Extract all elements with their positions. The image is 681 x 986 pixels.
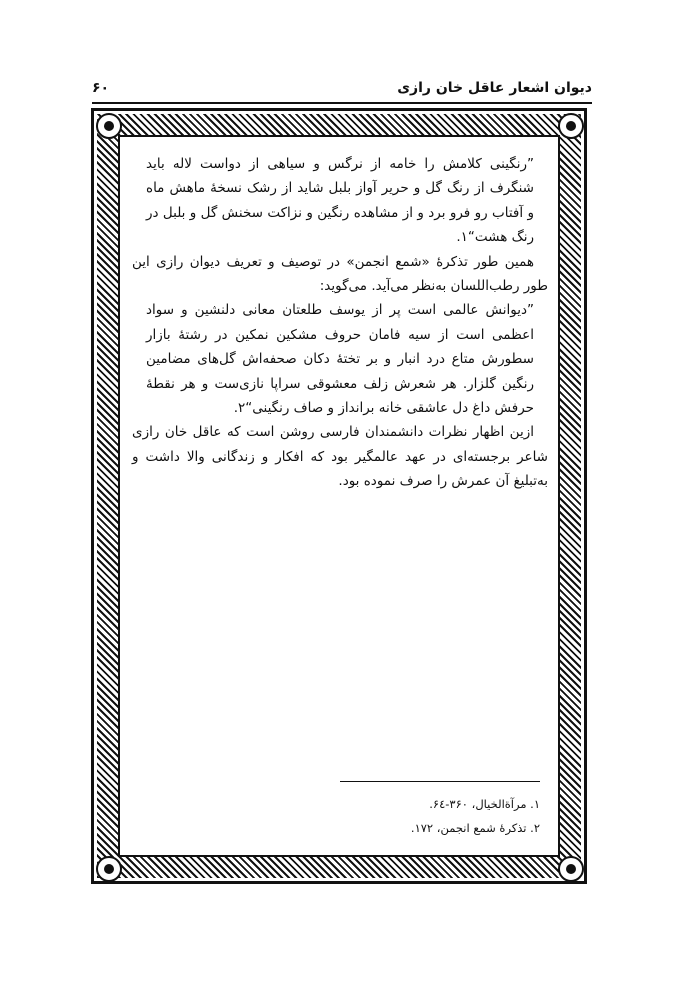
footnotes <box>300 792 540 840</box>
page-body <box>132 152 548 494</box>
footnote: ۱. مرآ‌ةالخیال، ۳۶۰-۶٤. <box>429 797 540 811</box>
page-header <box>92 80 592 102</box>
quote-block: ”دیوانش عالمی است پر از یوسف طلعتان معانی دلنشین و سواد اعظمی است از سیه فامان حروف مشکین نمکین در رشتهٔ بازار سطورش متاع درد انبار و بر تختهٔ دکان صحفه‌اش گل‌های مضامین رنگین گلزار. هر شعرش زلف معشوقی سراپا نازی‌ست و هر نقطهٔ حرفش داغ دل عاشقی خانه برانداز و صاف رنگینی“۲. <box>146 302 534 417</box>
quote-block: ”رنگینی کلامش را خامه از نرگس و سیاهی از دواست لاله باید شنگرف از رنگ گل و حریر آواز بلبل شاید از رشک نسخهٔ ماهش ماه و آفتاب رو فرو برد و از مشاهده رنگین و نزاکت سخنش گل و بلبل در رنگ هشت“۱. <box>146 156 534 246</box>
book-title: دیوان اشعار عاقل خان رازی <box>397 80 592 96</box>
header-rule <box>92 102 592 104</box>
footnote-divider <box>340 781 540 782</box>
paragraph: همین طور تذکرهٔ «شمع انجمن» در توصیف و تعریف دیوان رازی این طور رطب‌اللسان به‌نظر می‌آید. می‌گوید: <box>132 253 548 295</box>
corner-ornament-icon <box>558 113 584 139</box>
corner-ornament-icon <box>96 856 122 882</box>
corner-ornament-icon <box>96 113 122 139</box>
footnote: ۲. تذکرهٔ شمع انجمن، ۱۷۲. <box>410 821 540 835</box>
page-number: ۶۰ <box>92 80 110 96</box>
corner-ornament-icon <box>558 856 584 882</box>
paragraph: ازین اظهار نظرات دانشمندان فارسی روشن است که عاقل خان رازی شاعر برجسته‌ای در عهد عالمگیر بود که افکار و زندگانی والا داشت و به‌تبلیغ آن عمرش را صرف نموده بود. <box>132 424 548 490</box>
